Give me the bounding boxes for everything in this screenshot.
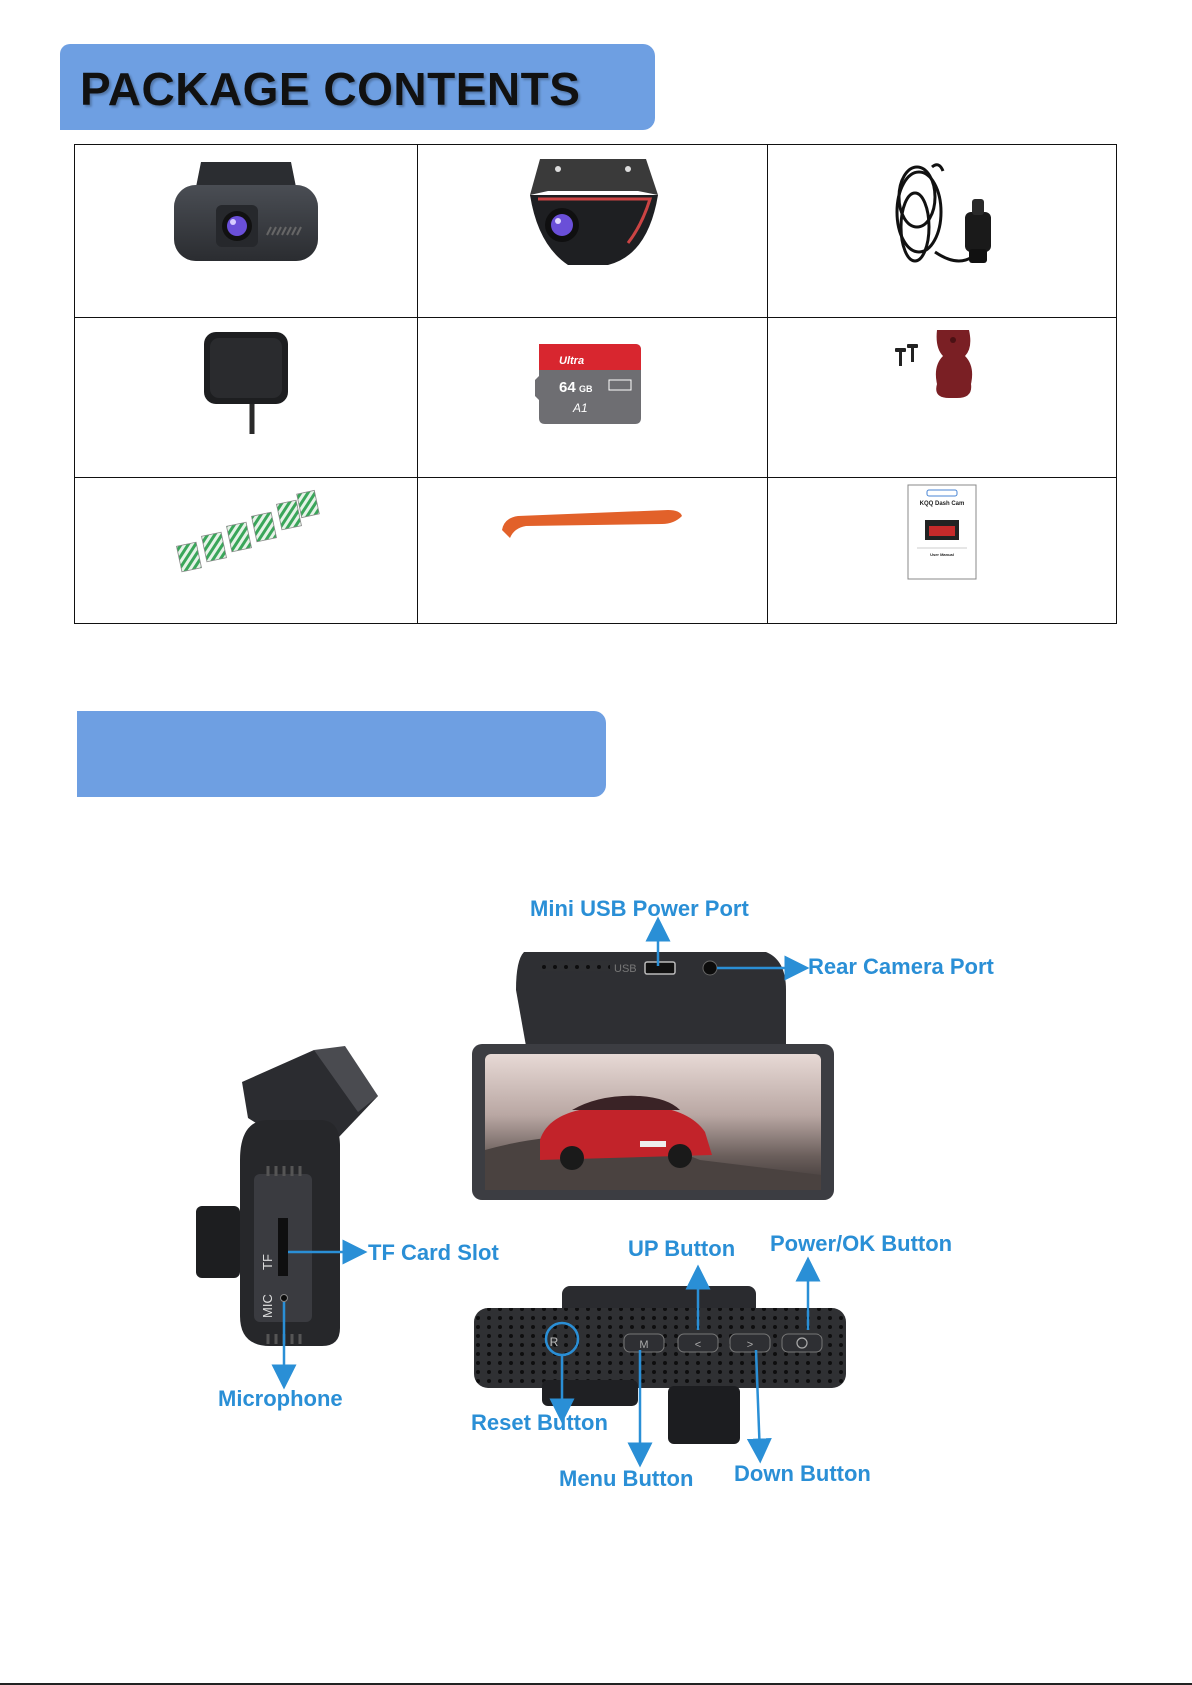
sd-card-class: A1 [572,401,588,415]
reset-key-label: R [549,1335,559,1349]
dash-cam-side-view [196,1046,378,1346]
label-menu-button: Menu Button [559,1466,694,1491]
label-tf-card-slot: TF Card Slot [368,1240,499,1265]
sd-card-brand: Ultra [558,355,584,367]
label-down-button: Down Button [734,1461,871,1486]
mic-label: MIC [260,1294,275,1318]
dash-cam-top-view [472,952,834,1200]
usb-port-label: USB [614,963,637,975]
label-microphone: Microphone [218,1386,343,1411]
label-up-button: UP Button [628,1236,736,1261]
manual-footer: User Manual [929,552,954,557]
section-title-package-contents: PACKAGE CONTENTS [80,63,581,115]
tf-slot-label: TF [260,1254,275,1270]
svg-text:<: < [694,1339,702,1351]
manual-title: KQQ Dash Cam [919,501,965,507]
svg-text:>: > [746,1339,754,1351]
label-rear-camera-port: Rear Camera Port [808,954,994,979]
label-reset-button: Reset Button [471,1410,608,1435]
sd-card-capacity: 64 [558,379,576,396]
sd-card-unit: GB [578,384,593,394]
label-mini-usb-power-port: Mini USB Power Port [530,896,749,921]
menu-key-label: M [639,1339,649,1351]
label-power-ok-button: Power/OK Button [770,1231,953,1256]
